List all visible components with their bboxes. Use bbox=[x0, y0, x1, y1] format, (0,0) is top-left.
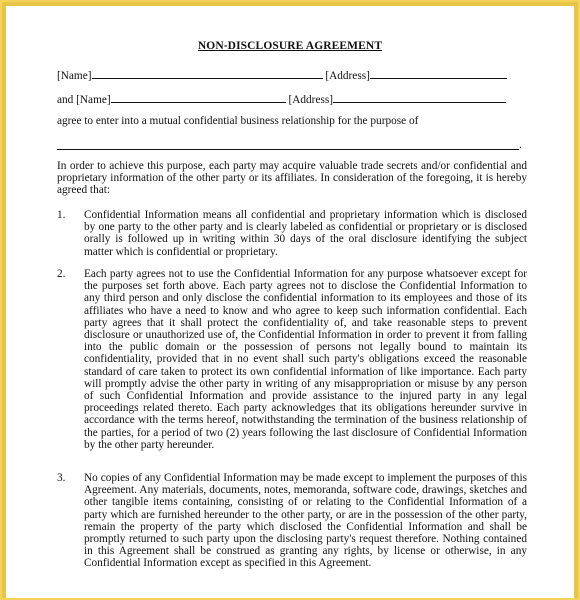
clause-1 bbox=[57, 209, 527, 258]
party-row-1 bbox=[57, 68, 507, 82]
name-blank-2 bbox=[111, 92, 286, 103]
party-row-2 bbox=[57, 92, 506, 106]
document-title: NON-DISCLOSURE AGREEMENT bbox=[197, 40, 383, 52]
clause-number: 2. bbox=[57, 268, 66, 280]
address-label-2: [Address] bbox=[288, 94, 334, 106]
clause-text: Confidential Information means all confidential and proprietary information which is disclosed by one party to the other party and is clearly labeled as confidential or proprietary or is disclosed orally is followed up in writing within 30 days of the oral disclosure identifying the subject matter which is confidential or proprietary. bbox=[84, 209, 527, 258]
name-blank-1 bbox=[92, 68, 323, 79]
purpose-line: agree to enter into a mutual confidential business relationship for the purpose of bbox=[57, 115, 419, 127]
address-label-1: [Address] bbox=[325, 70, 370, 82]
name-label-1: [Name] bbox=[57, 70, 92, 82]
purpose-period: . bbox=[519, 139, 522, 151]
document-page bbox=[6, 6, 574, 598]
page-frame bbox=[2, 2, 578, 598]
and-prefix: and bbox=[57, 94, 74, 106]
address-blank-1 bbox=[370, 68, 507, 79]
clause-number: 3. bbox=[57, 472, 66, 484]
intro-paragraph: In order to achieve this purpose, each party may acquire valuable trade secrets and/or confidential and proprietary information of the other party or its affiliates. In consideration of the foregoing, it is hereby agreed that: bbox=[57, 160, 527, 197]
name-label-2: [Name] bbox=[76, 94, 111, 106]
clause-number: 1. bbox=[57, 209, 66, 221]
address-blank-2 bbox=[333, 92, 506, 103]
clause-text: No copies of any Confidential Information may be made except to implement the purposes of this Agreement. Any materials, documents, notes, memoranda, software code, drawings, sketches and other tangible items containing, consisting of or relating to the Confidential Information of a party which are furnished hereunder to the other party, or are in the possession of the other party, remain the property of the party which disclosed the Confidential Information and shall be promptly returned to such party upon the disclosing party's request therefore. Nothing contained in this Agreement shall be construed as granting any rights, by license or otherwise, in any Confidential Information except as specified in this Agreement. bbox=[84, 472, 527, 570]
clause-3 bbox=[57, 472, 527, 570]
clause-text: Each party agrees not to use the Confidential Information for any purpose whatsoever except for the purposes set forth above. Each party agrees not to disclose the Confidential Information to any third person and only disclose the confidential information to its employees and those of its affiliates who have a need to know and who agree to keep such information confidential. Each party agrees that it shall protect the confidentiality of, and take reasonable steps to prevent disclosure or unauthorized use of, the Confidential Information in order to prevent it from falling into the public domain or the possession of persons not legally bound to maintain its confidentiality, provided that in no event shall such party's obligations exceed the reasonable standard of care taken to protect its own confidential information of like importance. Each party will promptly advise the other party in writing of any misappropriation or misuse by any person of such Confidential Information and provide assistance to the injured party in any legal proceedings related thereto. Each party acknowledges that its obligations hereunder survive in accordance with the terms hereof, notwithstanding the termination of the business relationship of the parties, for a period of two (2) years following the last disclosure of Confidential Information by the other party hereunder. bbox=[84, 268, 527, 451]
clause-2 bbox=[57, 268, 527, 451]
purpose-blank bbox=[57, 139, 519, 150]
